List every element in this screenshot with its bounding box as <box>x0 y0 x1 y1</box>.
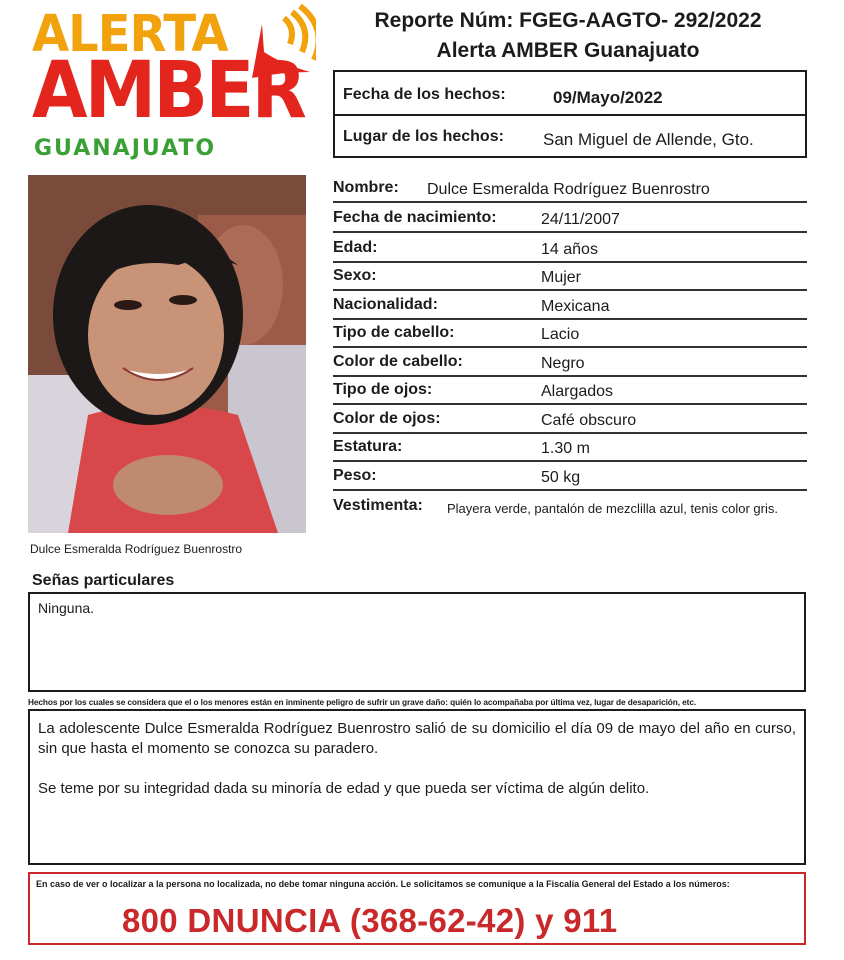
info-row <box>333 434 807 462</box>
event-place-value: San Miguel de Allende, Gto. <box>543 130 754 149</box>
info-row <box>333 406 807 434</box>
facts-label: Hechos por los cuales se considera que el o los menores están en inminente peligro de sufrir un grave daño: quién lo acompañaba por última vez, lugar de desaparición, etc. <box>28 697 697 707</box>
info-row <box>333 349 807 377</box>
event-box-divider <box>335 114 805 116</box>
info-label: Sexo: <box>333 267 377 284</box>
logo-state-text: GUANAJUATO <box>34 136 217 161</box>
info-value: 1.30 m <box>541 440 590 457</box>
clothing-value: Playera verde, pantalón de mezclilla azul, tenis color gris. <box>447 501 778 516</box>
info-row <box>333 205 807 233</box>
info-row <box>333 263 807 291</box>
info-row <box>333 292 807 320</box>
info-label: Nombre: <box>333 179 399 196</box>
marks-title: Señas particulares <box>32 572 175 589</box>
facts-paragraph-1: La adolescente Dulce Esmeralda Rodríguez Buenrostro salió de su domicilio el día 09 de mayo del año en curso, sin que hasta el momento se conozca su paradero. <box>38 720 796 757</box>
info-row <box>333 463 807 491</box>
alerta-amber-logo <box>26 4 316 164</box>
report-number: Reporte Núm: FGEG-AAGTO- 292/2022 <box>374 9 762 32</box>
info-value: Lacio <box>541 326 580 343</box>
info-value: Mujer <box>541 269 582 286</box>
event-date-label: Fecha de los hechos: <box>343 86 506 103</box>
photo-caption: Dulce Esmeralda Rodríguez Buenrostro <box>30 542 243 556</box>
info-row <box>333 175 807 203</box>
info-label: Color de ojos: <box>333 410 441 427</box>
portrait-illustration <box>28 175 306 533</box>
info-label: Edad: <box>333 239 378 256</box>
info-label: Color de cabello: <box>333 353 463 370</box>
contact-phone[interactable]: 800 DNUNCIA (368-62-42) y 911 <box>122 902 618 939</box>
info-label: Peso: <box>333 467 377 484</box>
report-title: Alerta AMBER Guanajuato <box>436 39 700 62</box>
info-value: 14 años <box>541 241 598 258</box>
contact-note: En caso de ver o localizar a la persona no localizada, no debe tomar ninguna acción. Le solicitamos se comunique a la Fiscalía General del Estado a los números: <box>36 879 730 889</box>
info-row <box>333 377 807 405</box>
event-place-label: Lugar de los hechos: <box>343 128 504 145</box>
info-value: Alargados <box>541 383 614 400</box>
info-value: 50 kg <box>541 469 581 486</box>
info-value: Café obscuro <box>541 412 637 429</box>
logo-alerta-text: ALERTA <box>32 4 228 64</box>
info-label: Nacionalidad: <box>333 296 438 313</box>
missing-person-photo <box>28 175 306 533</box>
info-label: Tipo de cabello: <box>333 324 455 341</box>
report-header <box>318 6 818 66</box>
info-value: Dulce Esmeralda Rodríguez Buenrostro <box>427 181 710 198</box>
info-row <box>333 235 807 263</box>
info-label: Fecha de nacimiento: <box>333 209 497 226</box>
contact-box <box>28 872 806 945</box>
info-label: Tipo de ojos: <box>333 381 433 398</box>
info-label: Estatura: <box>333 438 403 455</box>
facts-box <box>28 709 806 865</box>
marks-box <box>28 592 806 692</box>
info-value: Mexicana <box>541 298 610 315</box>
event-date-value: 09/Mayo/2022 <box>553 88 663 107</box>
info-value: Negro <box>541 355 585 372</box>
clothing-label: Vestimenta: <box>333 497 423 514</box>
info-value: 24/11/2007 <box>541 211 620 228</box>
marks-value: Ninguna. <box>38 600 95 616</box>
facts-paragraph-2: Se teme por su integridad dada su minoría de edad y que pueda ser víctima de algún delito. <box>38 780 650 797</box>
event-box <box>333 70 807 158</box>
logo-amber-text: AMBER <box>32 46 305 136</box>
info-row <box>333 320 807 348</box>
